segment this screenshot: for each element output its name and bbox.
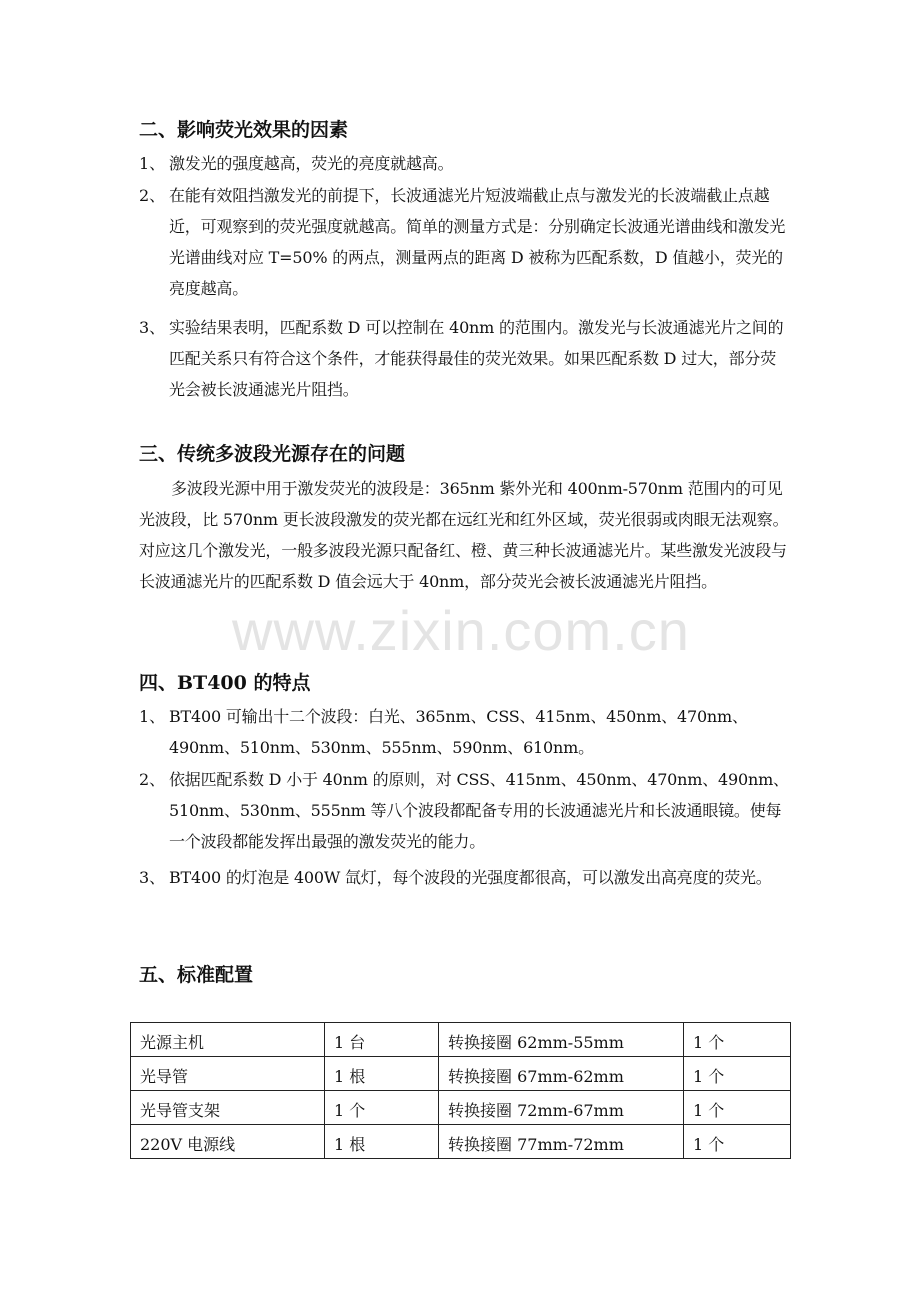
watermark: www.zixin.com.cn — [232, 599, 690, 662]
list-item-text: 激发光的强度越高，荧光的亮度就越高。 — [169, 154, 454, 173]
section-heading-standard-config: 五、标准配置 — [139, 964, 254, 986]
table-cell: 光导管支架 — [131, 1091, 325, 1125]
list-item-text: BT400 可输出十二个波段：白光、365nm、CSS、415nm、450nm、470nm、490nm、510nm、530nm、555nm、590nm、610nm。 — [169, 707, 748, 757]
section-paragraph: 多波段光源中用于激发荧光的波段是：365nm 紫外光和 400nm-570nm 范围内的可见光波段，比 570nm 更长波段激发的荧光都在远红光和红外区域，荧光很弱或肉眼无法观察。对应这几个激发光，一般多波段光源只配备红、橙、黄三种长波通滤光片。某些激发光波段与长波通滤光片的匹配系数 D 值会远大于 40nm，部分荧光会被长波通滤光片阻挡。 — [139, 479, 789, 591]
table-cell: 1 个 — [325, 1091, 439, 1125]
table-cell: 转换接圈 67mm-62mm — [439, 1057, 684, 1091]
section-heading-influencing-factors: 二、影响荧光效果的因素 — [139, 119, 349, 141]
list-item-number: 2、 — [139, 186, 166, 205]
standard-config-table — [130, 1022, 791, 1159]
table-row — [131, 1057, 791, 1091]
list-item-number: 3、 — [139, 318, 166, 337]
table-cell: 1 个 — [684, 1057, 791, 1091]
list-item-text: 在能有效阻挡激发光的前提下，长波通滤光片短波端截止点与激发光的长波端截止点越近，可观察到的荧光强度就越高。简单的测量方式是：分别确定长波通光谱曲线和激发光光谱曲线对应 T=50% 的两点，测量两点的距离 D 被称为匹配系数，D 值越小，荧光的亮度越高。 — [169, 186, 786, 298]
list-item — [139, 862, 789, 893]
table-cell: 光导管 — [131, 1057, 325, 1091]
table-cell: 220V 电源线 — [131, 1125, 325, 1159]
list-item-text: BT400 的灯泡是 400W 氙灯，每个波段的光强度都很高，可以激发出高亮度的荧光。 — [169, 868, 772, 887]
list-item — [139, 312, 789, 405]
list-item — [139, 764, 789, 857]
table-cell: 光源主机 — [131, 1023, 325, 1057]
list-item-number: 3、 — [139, 868, 166, 887]
table-cell: 1 根 — [325, 1057, 439, 1091]
table-row — [131, 1091, 791, 1125]
table-row — [131, 1023, 791, 1057]
table-cell: 1 根 — [325, 1125, 439, 1159]
list-item-text: 依据匹配系数 D 小于 40nm 的原则，对 CSS、415nm、450nm、470nm、490nm、510nm、530nm、555nm 等八个波段都配备专用的长波通滤光片和长波通眼镜。使每一个波段都能发挥出最强的激发荧光的能力。 — [169, 770, 789, 851]
list-item-number: 2、 — [139, 770, 166, 789]
list-item-number: 1、 — [139, 707, 166, 726]
list-item-number: 1、 — [139, 154, 166, 173]
section-heading-traditional-problems: 三、传统多波段光源存在的问题 — [139, 443, 406, 465]
list-item — [139, 148, 789, 179]
section-heading-bt400-features: 四、BT400 的特点 — [139, 672, 311, 694]
table-cell: 1 个 — [684, 1125, 791, 1159]
list-item — [139, 180, 789, 304]
list-item — [139, 701, 789, 763]
table-cell: 1 个 — [684, 1091, 791, 1125]
list-item-text: 实验结果表明，匹配系数 D 可以控制在 40nm 的范围内。激发光与长波通滤光片之间的匹配关系只有符合这个条件，才能获得最佳的荧光效果。如果匹配系数 D 过大，部分荧光会被长波通滤光片阻挡。 — [169, 318, 784, 399]
table-cell: 转换接圈 62mm-55mm — [439, 1023, 684, 1057]
table-row — [131, 1125, 791, 1159]
table-cell: 1 个 — [684, 1023, 791, 1057]
table-cell: 转换接圈 77mm-72mm — [439, 1125, 684, 1159]
table-cell: 1 台 — [325, 1023, 439, 1057]
table-cell: 转换接圈 72mm-67mm — [439, 1091, 684, 1125]
